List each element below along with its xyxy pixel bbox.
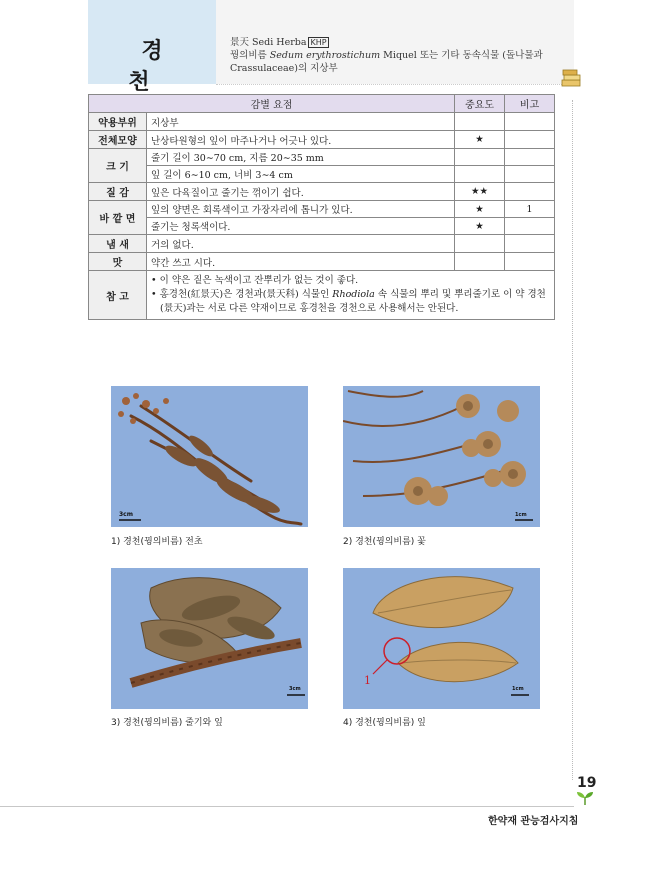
row-text: 잎은 다육질이고 줄기는 꺾이기 쉽다. [147,183,455,201]
reference-item-2 [151,288,550,316]
photo-flowers [343,386,540,527]
table-row [89,235,555,253]
row-note [505,113,555,131]
row-text: 줄기 길이 30∼70 cm, 지름 20∼35 mm [147,149,455,166]
figure-caption-4: 4) 경천(꿩의비름) 잎 [343,718,426,728]
row-label: 질 감 [89,183,147,201]
col-header-importance: 중요도 [455,95,505,113]
table-row [89,113,555,131]
korean-plant-name: 꿩의비름 [230,50,267,61]
figure-caption-1: 1) 경천(꿩의비름) 전초 [111,537,203,547]
photo-whole-herb [111,386,308,527]
row-note [505,218,555,235]
herb-description [230,36,570,75]
photo-leaves [343,568,540,709]
genus-name: Rhodiola [332,289,375,300]
identification-table [88,94,555,320]
row-label: 맛 [89,253,147,271]
photo-stem-leaves [111,568,308,709]
table-row [89,218,555,235]
table-row [89,183,555,201]
latin-name: 景天 Sedi Herba [230,37,307,48]
row-importance: ★★ [455,183,505,201]
book-stack-icon [560,68,584,90]
footer-title: 한약재 관능검사지침 [488,816,579,827]
row-text: 약간 쓰고 시다. [147,253,455,271]
table-row [89,149,555,166]
row-label: 바 깥 면 [89,201,147,235]
row-text: 줄기는 청록색이다. [147,218,455,235]
row-importance: ★ [455,131,505,149]
table-row [89,166,555,183]
row-label: 전체모양 [89,131,147,149]
figure-caption-3: 3) 경천(꿩의비름) 줄기와 잎 [111,718,223,728]
row-label: 크 기 [89,149,147,183]
species-name: Sedum erythrostichum [269,50,381,61]
row-text: 잎 길이 6∼10 cm, 너비 3∼4 cm [147,166,455,183]
scale-label: 3cm [289,686,301,692]
scale-label: 3cm [119,511,133,518]
figure-caption-2: 2) 경천(꿩의비름) 꽃 [343,537,426,547]
header-divider [216,84,574,85]
table-row [89,201,555,218]
row-text: 난상타원형의 잎이 마주나거나 어긋나 있다. [147,131,455,149]
footer-divider [0,806,574,807]
description-text-2: Crassulaceae)의 지상부 [230,63,338,74]
row-note [505,131,555,149]
description-text: Miquel 또는 기타 동속식물 (돌나물과 [383,50,543,61]
row-note [505,253,555,271]
row-text: 거의 없다. [147,235,455,253]
col-header-points: 감별 요점 [89,95,455,113]
scale-label: 1cm [515,512,527,518]
table-row [89,131,555,149]
row-label: 냄 새 [89,235,147,253]
reference-notes [147,271,555,320]
row-note [505,149,555,166]
reference-text-a: • 홍경천(紅景天)은 경천과(景天科) 식물인 [151,289,330,300]
row-importance: ★ [455,201,505,218]
row-importance [455,253,505,271]
row-label: 약용부위 [89,113,147,131]
marker-label: 1 [364,674,371,687]
row-note: 1 [505,201,555,218]
table-header-row [89,95,555,113]
row-text: 잎의 양면은 회록색이고 가장자리에 톱니가 있다. [147,201,455,218]
row-importance [455,149,505,166]
sprout-icon [574,790,596,806]
margin-dotted-line [572,100,573,780]
table-row [89,271,555,320]
row-text: 지상부 [147,113,455,131]
row-note [505,183,555,201]
row-note [505,166,555,183]
reference-item-1: • 이 약은 짙은 녹색이고 잔뿌리가 없는 것이 좋다. [151,275,359,286]
row-note [505,235,555,253]
page-title: 경 천 [128,39,189,95]
scale-label: 1cm [512,686,524,692]
row-importance [455,113,505,131]
khp-badge: KHP [310,38,327,47]
reference-text-b: 속 식물의 뿌리 및 뿌리줄기로 이 약 경천(景天)과는 서로 다른 약재이므로 홍경천을 경천으로 사용해서는 안된다. [160,289,546,314]
page-number: 19 [577,775,597,791]
row-label: 참 고 [89,271,147,320]
table-row [89,253,555,271]
row-importance [455,235,505,253]
row-importance [455,166,505,183]
row-importance: ★ [455,218,505,235]
col-header-note: 비고 [505,95,555,113]
